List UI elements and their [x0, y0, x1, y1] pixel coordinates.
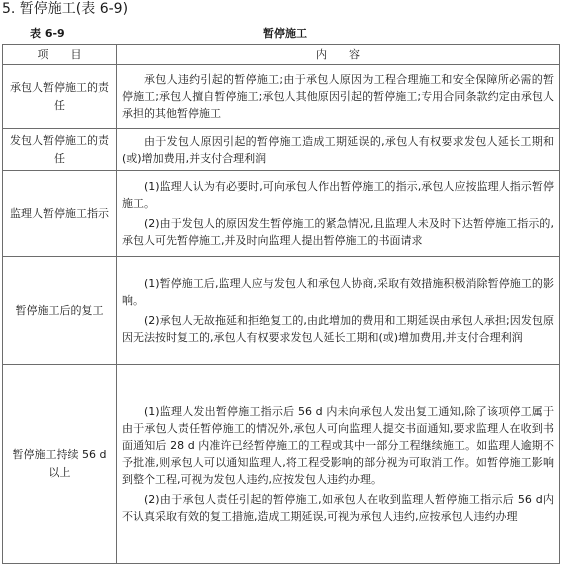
table-row	[3, 65, 560, 129]
suspension-table	[2, 44, 560, 564]
table-header-row	[3, 45, 560, 65]
content-paragraph: (1)监理人发出暂停施工指示后 56 d 内未向承包人发出复工通知,除了该项停工属于由于承包人责任暂停施工的情况外,承包人可向监理人提交书面通知,要求监理人在收到书面通知后 28 d 内准许已经暂停施工的工程或其中一部分工程继续施工。如监理人逾期不予批准,则承包人可以通知监理人,将工程受影响的部分视为可取消工作。如暂停施工影响到整个工程,可视为发包人违约,应按发包人违约办理。	[122, 405, 554, 486]
content-paragraph: (1)暂停施工后,监理人应与发包人和承包人协商,采取有效措施积极消除暂停施工的影响。	[122, 277, 554, 307]
row-content	[117, 171, 560, 257]
content-paragraph: (2)由于承包人责任引起的暂停施工,如承包人在收到监理人暂停施工指示后 56 d内不认真采取有效的复工措施,造成工期延误,可视为承包人违约,应按承包人违约办理	[122, 493, 554, 523]
content-paragraph: (1)监理人认为有必要时,可向承包人作出暂停施工的指示,承包人应按监理人指示暂停施工。	[122, 180, 554, 210]
row-item: 暂停施工后的复工	[3, 257, 117, 365]
table-row	[3, 257, 560, 365]
row-item: 暂停施工持续 56 d 以上	[3, 365, 117, 564]
table-caption	[0, 22, 563, 42]
header-content: 内 容	[117, 45, 560, 65]
row-content	[117, 365, 560, 564]
table-row	[3, 365, 560, 564]
content-paragraph: 承包人违约引起的暂停施工;由于承包人原因为工程合理施工和安全保障所必需的暂停施工;承包人擅自暂停施工;承包人其他原因引起的暂停施工;专用合同条款约定由承包人承担的其他暂停施工	[122, 73, 554, 120]
table-row	[3, 129, 560, 171]
row-item: 发包人暂停施工的责任	[3, 129, 117, 171]
table-number: 表 6-9	[30, 27, 65, 40]
table-title: 暂停施工	[263, 27, 307, 40]
content-paragraph: (2)由于发包人的原因发生暂停施工的紧急情况,且监理人未及时下达暂停施工指示的,承包人可先暂停施工,并及时向监理人提出暂停施工的书面请求	[122, 217, 554, 247]
row-content	[117, 129, 560, 171]
content-paragraph: (2)承包人无故拖延和拒绝复工的,由此增加的费用和工期延误由承包人承担;因发包原因无法按时复工的,承包人有权要求发包人延长工期和(或)增加费用,并支付合理利润	[122, 314, 554, 344]
row-content	[117, 257, 560, 365]
row-item: 承包人暂停施工的责任	[3, 65, 117, 129]
row-content	[117, 65, 560, 129]
section-heading: 5. 暂停施工(表 6-9)	[2, 1, 129, 17]
table-row	[3, 171, 560, 257]
content-paragraph: 由于发包人原因引起的暂停施工造成工期延误的,承包人有权要求发包人延长工期和(或)增加费用,并支付合理利润	[122, 134, 554, 165]
header-item: 项 目	[3, 45, 117, 65]
row-item: 监理人暂停施工指示	[3, 171, 117, 257]
